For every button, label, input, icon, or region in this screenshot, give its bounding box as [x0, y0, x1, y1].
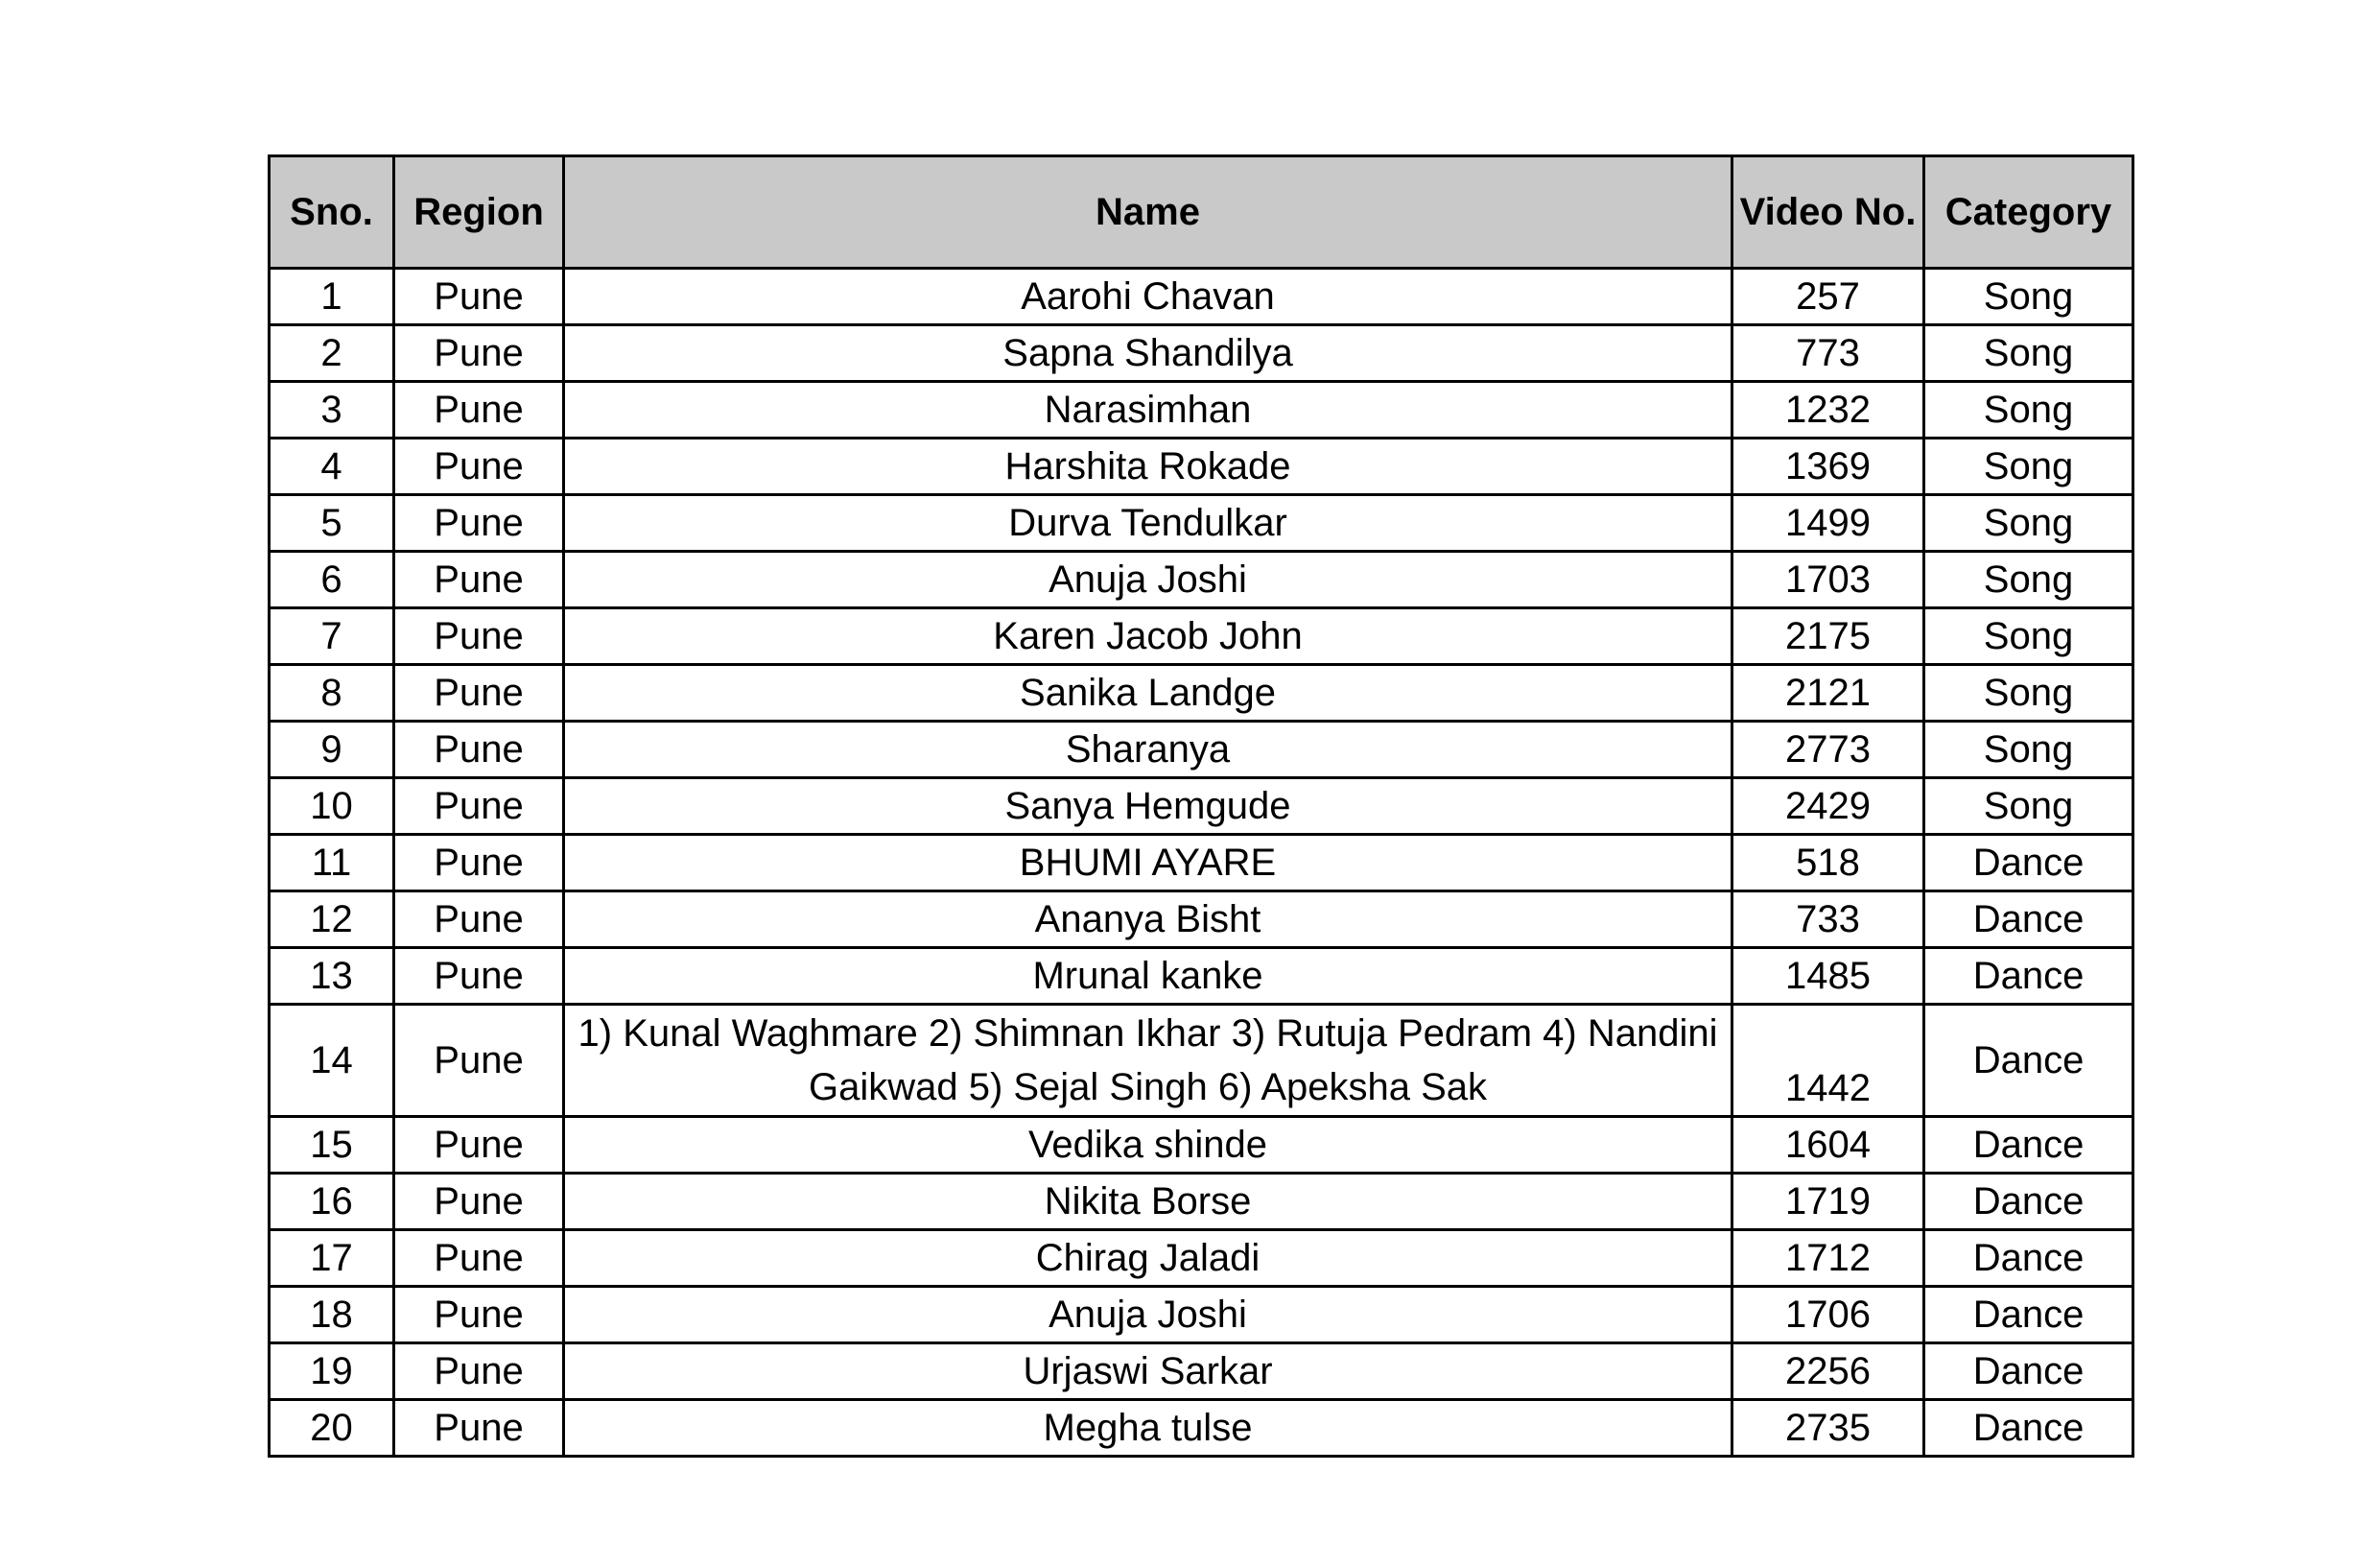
cell-category: Dance — [1924, 1400, 2133, 1457]
cell-name: Megha tulse — [564, 1400, 1732, 1457]
cell-category: Song — [1924, 439, 2133, 495]
cell-sno: 6 — [270, 552, 394, 608]
cell-name: Sharanya — [564, 722, 1732, 778]
cell-sno: 10 — [270, 778, 394, 835]
table-row — [270, 1287, 2133, 1343]
table-row — [270, 1343, 2133, 1400]
table-row — [270, 722, 2133, 778]
cell-region: Pune — [394, 1174, 564, 1230]
cell-sno: 5 — [270, 495, 394, 552]
table-row — [270, 1117, 2133, 1174]
cell-video-no: 1703 — [1732, 552, 1924, 608]
cell-name: BHUMI AYARE — [564, 835, 1732, 891]
cell-region: Pune — [394, 1400, 564, 1457]
cell-name: Nikita Borse — [564, 1174, 1732, 1230]
cell-category: Dance — [1924, 835, 2133, 891]
table-header-row — [270, 156, 2133, 269]
cell-category: Dance — [1924, 1287, 2133, 1343]
cell-name: Karen Jacob John — [564, 608, 1732, 665]
cell-category: Song — [1924, 665, 2133, 722]
cell-video-no: 2773 — [1732, 722, 1924, 778]
table-row — [270, 1174, 2133, 1230]
cell-category: Song — [1924, 778, 2133, 835]
table-row — [270, 325, 2133, 382]
cell-region: Pune — [394, 948, 564, 1005]
cell-region: Pune — [394, 552, 564, 608]
cell-name: Urjaswi Sarkar — [564, 1343, 1732, 1400]
table-row — [270, 608, 2133, 665]
table-row — [270, 1005, 2133, 1117]
table-row — [270, 495, 2133, 552]
cell-video-no: 2735 — [1732, 1400, 1924, 1457]
cell-category: Dance — [1924, 1117, 2133, 1174]
cell-category: Dance — [1924, 948, 2133, 1005]
cell-category: Dance — [1924, 1174, 2133, 1230]
cell-region: Pune — [394, 608, 564, 665]
cell-video-no: 257 — [1732, 269, 1924, 325]
cell-region: Pune — [394, 1117, 564, 1174]
cell-video-no: 2121 — [1732, 665, 1924, 722]
cell-name: Aarohi Chavan — [564, 269, 1732, 325]
cell-name: Anuja Joshi — [564, 1287, 1732, 1343]
cell-video-no: 2175 — [1732, 608, 1924, 665]
cell-sno: 4 — [270, 439, 394, 495]
cell-region: Pune — [394, 1287, 564, 1343]
table-row — [270, 382, 2133, 439]
cell-sno: 20 — [270, 1400, 394, 1457]
table-row — [270, 269, 2133, 325]
header-region: Region — [394, 156, 564, 269]
table-row — [270, 778, 2133, 835]
cell-sno: 12 — [270, 891, 394, 948]
cell-name: Vedika shinde — [564, 1117, 1732, 1174]
cell-name: Chirag Jaladi — [564, 1230, 1732, 1287]
cell-video-no: 2256 — [1732, 1343, 1924, 1400]
cell-video-no: 1442 — [1732, 1005, 1924, 1117]
table-row — [270, 552, 2133, 608]
table-row — [270, 1400, 2133, 1457]
cell-name: Mrunal kanke — [564, 948, 1732, 1005]
cell-video-no: 1369 — [1732, 439, 1924, 495]
participants-table — [268, 154, 2134, 1458]
cell-category: Song — [1924, 325, 2133, 382]
cell-video-no: 1712 — [1732, 1230, 1924, 1287]
cell-region: Pune — [394, 778, 564, 835]
cell-sno: 7 — [270, 608, 394, 665]
cell-category: Song — [1924, 722, 2133, 778]
cell-region: Pune — [394, 891, 564, 948]
cell-video-no: 1604 — [1732, 1117, 1924, 1174]
cell-region: Pune — [394, 665, 564, 722]
header-video-no: Video No. — [1732, 156, 1924, 269]
cell-video-no: 1719 — [1732, 1174, 1924, 1230]
cell-video-no: 773 — [1732, 325, 1924, 382]
cell-video-no: 1499 — [1732, 495, 1924, 552]
cell-category: Song — [1924, 269, 2133, 325]
cell-video-no: 2429 — [1732, 778, 1924, 835]
cell-region: Pune — [394, 269, 564, 325]
cell-region: Pune — [394, 722, 564, 778]
cell-sno: 3 — [270, 382, 394, 439]
cell-sno: 13 — [270, 948, 394, 1005]
cell-name: Sanya Hemgude — [564, 778, 1732, 835]
cell-region: Pune — [394, 439, 564, 495]
cell-name: Durva Tendulkar — [564, 495, 1732, 552]
cell-region: Pune — [394, 835, 564, 891]
cell-region: Pune — [394, 382, 564, 439]
cell-category: Dance — [1924, 1343, 2133, 1400]
table-body — [270, 269, 2133, 1457]
cell-sno: 14 — [270, 1005, 394, 1117]
cell-sno: 11 — [270, 835, 394, 891]
cell-category: Song — [1924, 608, 2133, 665]
table-row — [270, 835, 2133, 891]
cell-name: Narasimhan — [564, 382, 1732, 439]
cell-region: Pune — [394, 325, 564, 382]
cell-category: Dance — [1924, 1230, 2133, 1287]
cell-category: Song — [1924, 382, 2133, 439]
table-row — [270, 1230, 2133, 1287]
cell-region: Pune — [394, 495, 564, 552]
cell-name: Ananya Bisht — [564, 891, 1732, 948]
cell-category: Song — [1924, 552, 2133, 608]
cell-region: Pune — [394, 1343, 564, 1400]
cell-sno: 9 — [270, 722, 394, 778]
header-sno: Sno. — [270, 156, 394, 269]
cell-name: Harshita Rokade — [564, 439, 1732, 495]
header-category: Category — [1924, 156, 2133, 269]
cell-video-no: 1706 — [1732, 1287, 1924, 1343]
cell-name: Sapna Shandilya — [564, 325, 1732, 382]
table-row — [270, 891, 2133, 948]
cell-name: Sanika Landge — [564, 665, 1732, 722]
cell-sno: 19 — [270, 1343, 394, 1400]
header-name: Name — [564, 156, 1732, 269]
cell-name: 1) Kunal Waghmare 2) Shimnan Ikhar 3) Rutuja Pedram 4) Nandini Gaikwad 5) Sejal Singh 6) Apeksha Sak — [564, 1005, 1732, 1117]
cell-video-no: 518 — [1732, 835, 1924, 891]
cell-video-no: 1232 — [1732, 382, 1924, 439]
cell-category: Dance — [1924, 1005, 2133, 1117]
cell-category: Dance — [1924, 891, 2133, 948]
cell-sno: 2 — [270, 325, 394, 382]
table-row — [270, 948, 2133, 1005]
cell-region: Pune — [394, 1230, 564, 1287]
table-row — [270, 439, 2133, 495]
cell-video-no: 733 — [1732, 891, 1924, 948]
cell-sno: 15 — [270, 1117, 394, 1174]
cell-sno: 18 — [270, 1287, 394, 1343]
cell-sno: 1 — [270, 269, 394, 325]
cell-sno: 17 — [270, 1230, 394, 1287]
cell-region: Pune — [394, 1005, 564, 1117]
cell-video-no: 1485 — [1732, 948, 1924, 1005]
table-row — [270, 665, 2133, 722]
cell-sno: 8 — [270, 665, 394, 722]
cell-category: Song — [1924, 495, 2133, 552]
cell-name: Anuja Joshi — [564, 552, 1732, 608]
cell-sno: 16 — [270, 1174, 394, 1230]
